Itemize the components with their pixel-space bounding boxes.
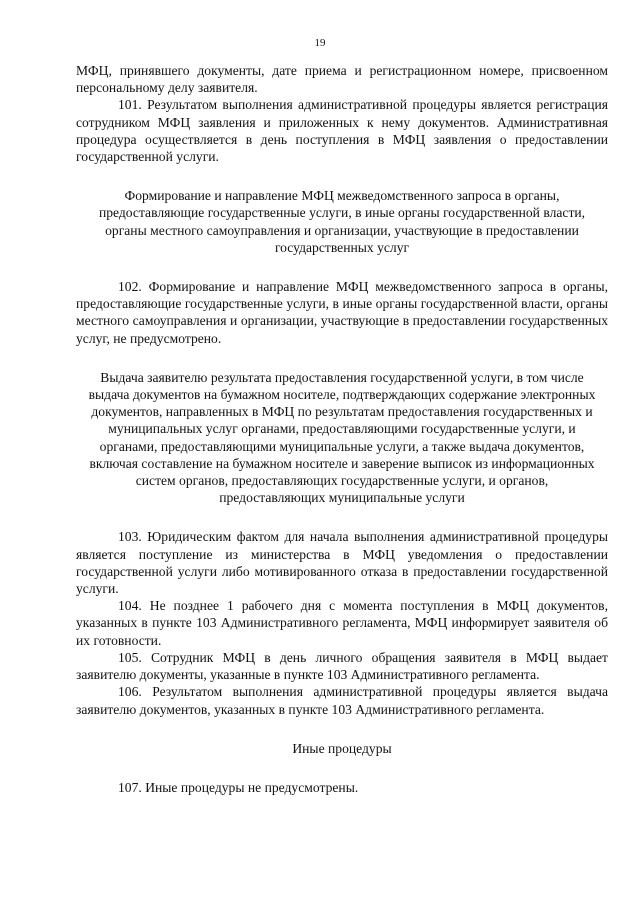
paragraph-107: 107. Иные процедуры не предусмотрены.	[118, 779, 359, 795]
paragraph-106: 106. Результатом выполнения административной процедуры является выдача заявителю документов, указанных в пункте 103 Административного регламента.	[76, 684, 608, 717]
paragraph-105: 105. Сотрудник МФЦ в день личного обращения заявителя в МФЦ выдает заявителю документы, указанные в пункте 103 Административного регламента.	[76, 649, 608, 683]
section-heading-interagency-request: Формирование и направление МФЦ межведомственного запроса в органы, предоставляющие государственные услуги, в иные органы государственной власти, органы местного самоуправления и организации, участвующие в предоставлении государственных услуг	[98, 188, 586, 255]
paragraph-103: 103. Юридическим фактом для начала выполнения административной процедуры является поступление из министерства в МФЦ уведомления о предоставлении государственной услуги либо мотивированного отказа в предоставлении государственной услуги.	[76, 529, 608, 597]
page-number: 19	[314, 37, 326, 49]
section-heading-other-procedures: Иные процедуры	[292, 740, 392, 756]
paragraph-101: 101. Результатом выполнения административной процедуры является регистрация сотрудником МФЦ заявления и приложенных к нему документов. Административная процедура осуществляется в день поступления в МФЦ заявления о предоставлении государственной услуги.	[76, 97, 608, 165]
paragraph-102: 102. Формирование и направление МФЦ межведомственного запроса в органы, предоставляющие государственные услуги, в иные органы государственной власти, органы местного самоуправления и организации, участвующие в предоставлении государственных услуг, не предусмотрено.	[76, 279, 608, 346]
paragraph-104: 104. Не позднее 1 рабочего дня с момента поступления в МФЦ документов, указанных в пункте 103 Административного регламента, МФЦ информирует заявителя об их готовности.	[76, 598, 608, 648]
document-body	[76, 62, 608, 796]
paragraph-continuation: МФЦ, принявшего документы, дате приема и регистрационном номере, присвоенном персональному делу заявителя.	[76, 63, 608, 96]
section-heading-issuance-of-result: Выдача заявителю результата предоставления государственной услуги, в том числе выдача документов на бумажном носителе, подтверждающих содержание электронных документов, направленных в МФЦ по результатам предоставления государственных и муниципальных услуг органами, предоставляющими государственные услуги, и органами, предоставляющими муниципальные услуги, а также выдача документов, включая составление на бумажном носителе и заверение выписок из информационных систем органов, предоставляющих государственные услуги, и органов, предоставляющих муниципальные услуги	[88, 369, 596, 506]
